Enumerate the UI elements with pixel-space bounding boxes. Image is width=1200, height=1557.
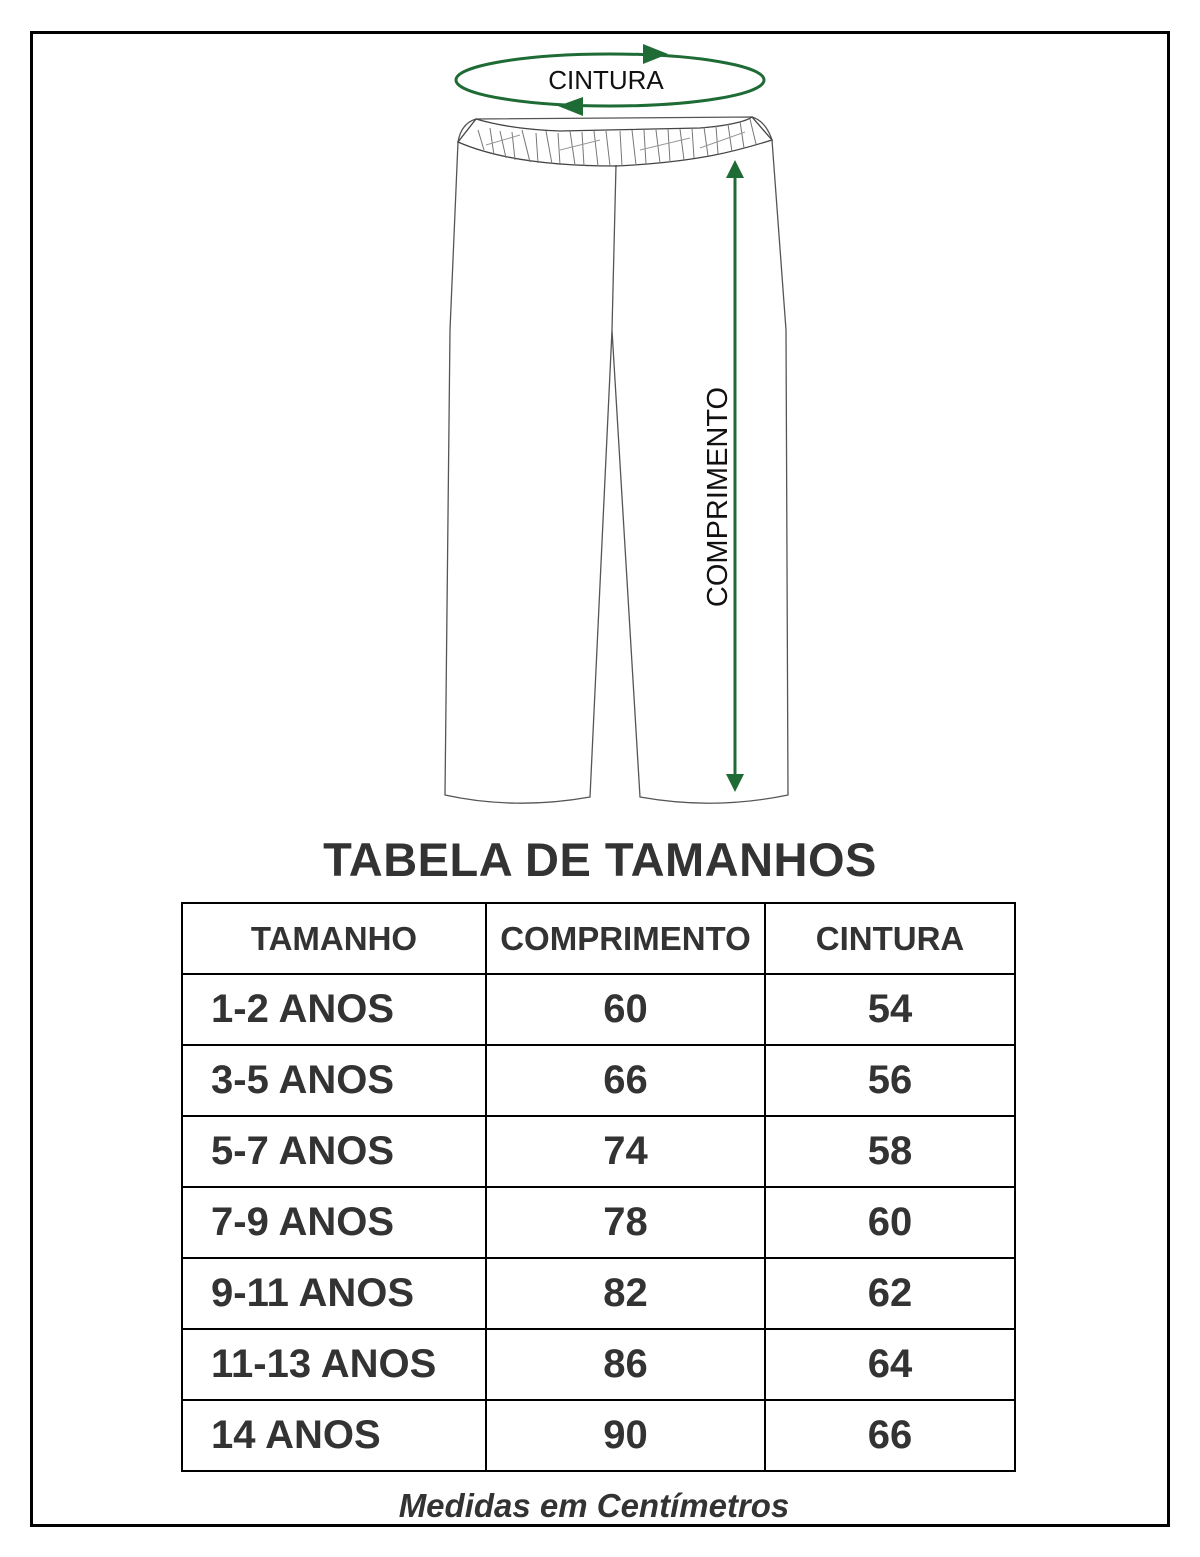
length-cell: 78: [486, 1187, 765, 1258]
waist-cell: 58: [765, 1116, 1015, 1187]
header-size: TAMANHO: [182, 903, 486, 974]
size-chart-title: TABELA DE TAMANHOS: [323, 833, 877, 886]
size-cell: 9-11 ANOS: [182, 1258, 486, 1329]
header-length: COMPRIMENTO: [486, 903, 765, 974]
units-footnote: Medidas em Centímetros: [398, 1487, 790, 1524]
length-arrowhead-up-icon: [726, 160, 744, 178]
table-row: [182, 1045, 1015, 1116]
waist-cell: 56: [765, 1045, 1015, 1116]
length-cell: 82: [486, 1258, 765, 1329]
length-cell: 90: [486, 1400, 765, 1471]
length-cell: 66: [486, 1045, 765, 1116]
length-cell: 86: [486, 1329, 765, 1400]
header-waist: CINTURA: [765, 903, 1015, 974]
length-cell: 60: [486, 974, 765, 1045]
size-cell: 11-13 ANOS: [182, 1329, 486, 1400]
pants-illustration: [445, 117, 788, 803]
waist-arrowhead-right-icon: [643, 44, 668, 64]
length-cell: 74: [486, 1116, 765, 1187]
size-cell: 3-5 ANOS: [182, 1045, 486, 1116]
table-row: [182, 1187, 1015, 1258]
table-row: [182, 1400, 1015, 1471]
size-cell: 1-2 ANOS: [182, 974, 486, 1045]
length-arrowhead-down-icon: [726, 774, 744, 792]
size-cell: 7-9 ANOS: [182, 1187, 486, 1258]
size-cell: 5-7 ANOS: [182, 1116, 486, 1187]
size-table: [181, 902, 1016, 1472]
length-label: COMPRIMENTO: [702, 386, 734, 608]
waist-label: CINTURA: [548, 65, 664, 95]
waist-cell: 64: [765, 1329, 1015, 1400]
waist-cell: 54: [765, 974, 1015, 1045]
table-row: [182, 1258, 1015, 1329]
waist-cell: 66: [765, 1400, 1015, 1471]
table-header-row: [182, 903, 1015, 974]
table-row: [182, 1329, 1015, 1400]
table-row: [182, 1116, 1015, 1187]
waist-cell: 62: [765, 1258, 1015, 1329]
waist-cell: 60: [765, 1187, 1015, 1258]
waist-arrowhead-left-icon: [558, 97, 583, 116]
table-row: [182, 974, 1015, 1045]
size-cell: 14 ANOS: [182, 1400, 486, 1471]
